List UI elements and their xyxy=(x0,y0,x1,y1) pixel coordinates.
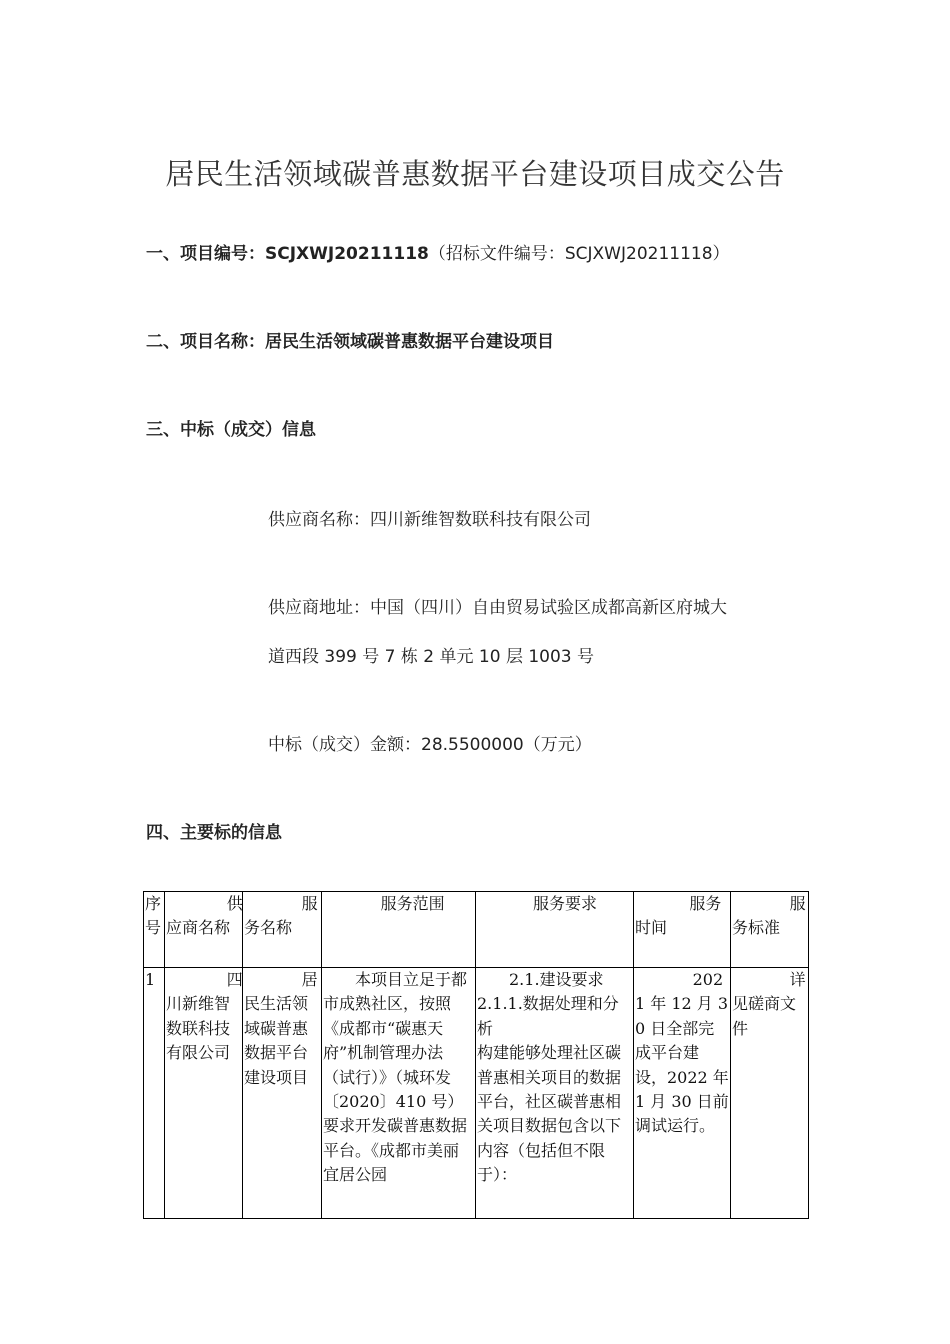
table-row xyxy=(144,968,809,1219)
header-requirements: 服务要求 xyxy=(476,892,634,968)
cell-scope: 本项目立足于都市成熟社区，按照《成都市“碳惠天府”机制管理办法（试行）》（城环发〔2020〕410 号）要求开发碳普惠数据平台。《成都市美丽宜居公园 xyxy=(322,968,476,1219)
requirement-line: 2.1.1.数据处理和分析 xyxy=(477,994,619,1038)
section-project-name xyxy=(146,327,554,352)
cell-time: 2021 年 12 月 30 日全部完成平台建设，2022 年 1 月 30 日前调试运行。 xyxy=(634,968,731,1219)
supplier-name: 供应商名称：四川新维智数联科技有限公司 xyxy=(268,510,591,530)
cell-standard: 详见磋商文件 xyxy=(731,968,809,1219)
section-project-number-label: 一、项目编号： xyxy=(146,244,265,264)
header-standard: 服务标准 xyxy=(731,892,809,968)
header-seq: 序号 xyxy=(144,892,165,968)
tender-doc-number-note: （招标文件编号：SCJXWJ20211118） xyxy=(428,244,730,264)
header-time: 服务时间 xyxy=(634,892,731,968)
supplier-address-line2: 道西段 399 号 7 栋 2 单元 10 层 1003 号 xyxy=(268,647,595,667)
page-title: 居民生活领域碳普惠数据平台建设项目成交公告 xyxy=(165,157,785,191)
cell-service-name: 居民生活领域碳普惠数据平台建设项目 xyxy=(243,968,322,1219)
header-scope: 服务范围 xyxy=(322,892,476,968)
section-award-info-heading: 三、中标（成交）信息 xyxy=(146,420,316,440)
cell-seq: 1 xyxy=(144,968,165,1219)
requirement-line: 构建能够处理社区碳普惠相关项目的数据平台，社区碳普惠相关项目数据包含以下内容（包括但不限于）： xyxy=(477,1043,622,1185)
award-amount: 中标（成交）金额：28.5500000（万元） xyxy=(268,735,592,755)
header-service-name: 服务名称 xyxy=(243,892,322,968)
header-supplier: 供应商名称 xyxy=(165,892,243,968)
section-main-subject-heading: 四、主要标的信息 xyxy=(146,823,282,843)
project-number-value: SCJXWJ20211118 xyxy=(265,244,429,264)
section-project-number xyxy=(146,239,730,264)
cell-supplier: 四川新维智数联科技有限公司 xyxy=(165,968,243,1219)
supplier-address-line1: 供应商地址：中国（四川）自由贸易试验区成都高新区府城大 xyxy=(268,598,727,618)
requirement-line: 2.1.建设要求 xyxy=(509,970,604,989)
cell-requirements xyxy=(476,968,634,1219)
project-name-value: 居民生活领域碳普惠数据平台建设项目 xyxy=(265,332,554,352)
table-header-row xyxy=(144,892,809,968)
main-subject-table xyxy=(143,891,809,1219)
section-project-name-label: 二、项目名称： xyxy=(146,332,265,352)
